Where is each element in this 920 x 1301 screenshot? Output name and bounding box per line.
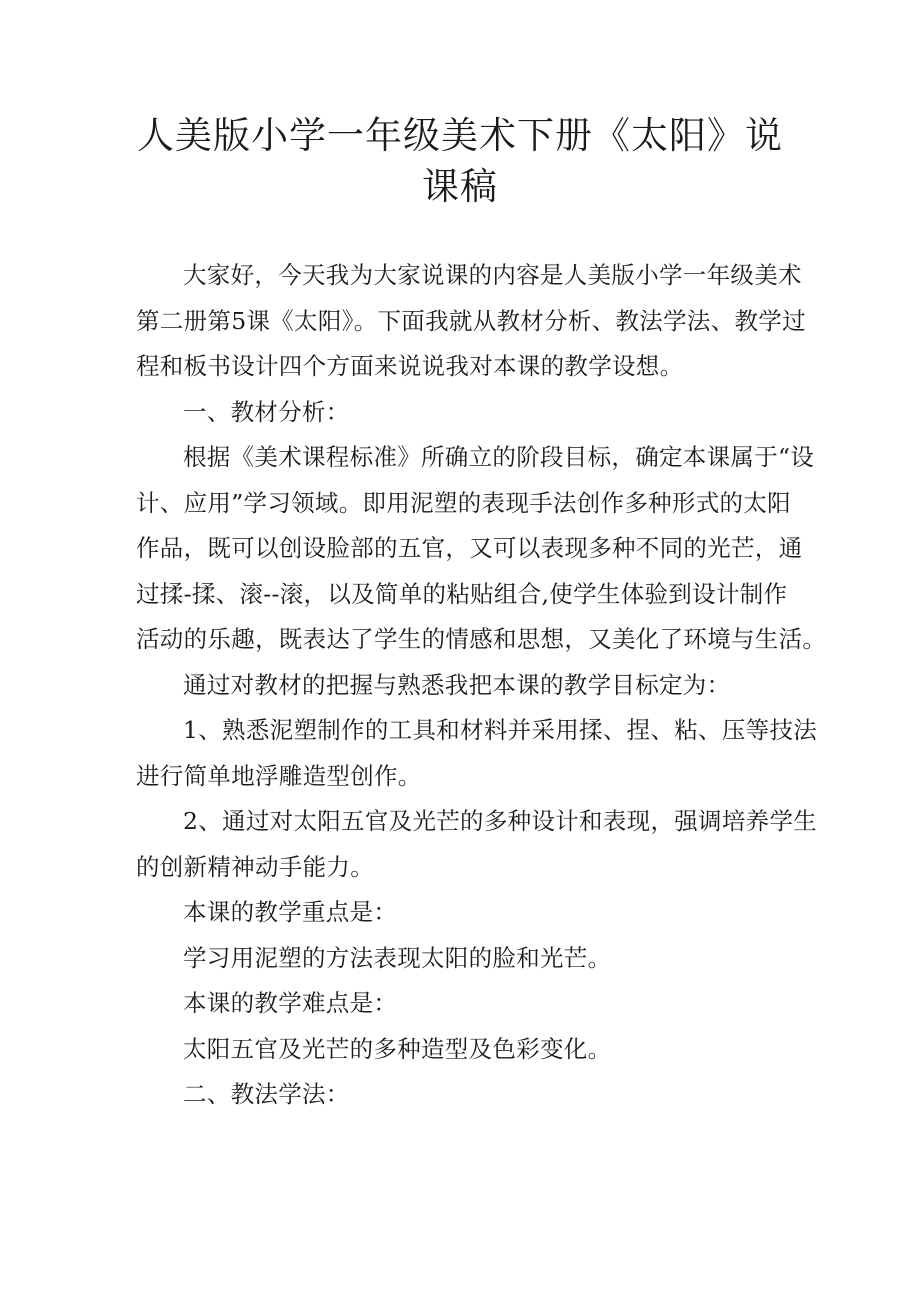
paragraph-difficulty-label — [136, 981, 792, 1027]
text-line: 本课的教学重点是： — [183, 898, 398, 926]
document-title — [130, 110, 790, 212]
text-line: 计、应用”学习领域。即用泥塑的表现手法创作多种形式的太阳 — [136, 488, 791, 517]
text-line: 程和板书设计四个方面来说说我对本课的教学设想。 — [136, 352, 684, 380]
paragraph-goals-intro — [136, 663, 792, 709]
text-line: 一、教材分析： — [183, 397, 350, 426]
text-line: 2、通过对太阳五官及光芒的多种设计和表现，强调培养学生 — [183, 807, 818, 835]
document-body — [136, 253, 827, 1118]
text-line: 过揉-揉、滚--滚，以及简单的粘贴组合,使学生体验到设计制作 — [136, 579, 788, 608]
text-line: 二、教法学法： — [183, 1080, 350, 1108]
paragraph-materials — [136, 435, 827, 663]
section-heading-methods — [136, 1072, 792, 1118]
paragraph-key-point — [136, 936, 792, 982]
text-line: 1、熟悉泥塑制作的工具和材料并采用揉、捏、粘、压等技法 — [183, 716, 818, 744]
text-line: 大家好，今天我为大家说课的内容是人美版小学一年级美术 — [183, 261, 802, 289]
text-line: 作品，既可以创设脸部的五官，又可以表现多种不同的光芒，通 — [136, 534, 803, 562]
text-line: 进行简单地浮雕造型创作。 — [136, 761, 422, 790]
text-line: 活动的乐趣，既表达了学生的情感和思想，又美化了环境与生活。 — [136, 625, 827, 653]
text-line: 太阳五官及光芒的多种造型及色彩变化。 — [183, 1034, 612, 1063]
text-line: 的创新精神动手能力。 — [136, 852, 374, 881]
section-heading-materials — [136, 390, 792, 436]
text-line: 根据《美术课程标准》所确立的阶段目标，确定本课属于“设 — [183, 443, 815, 471]
text-line: 通过对教材的把握与熟悉我把本课的教学目标定为： — [183, 670, 731, 699]
paragraph-goal-2 — [136, 799, 818, 890]
paragraph-intro — [136, 253, 806, 390]
paragraph-difficulty — [136, 1027, 792, 1073]
title-line: 人美版小学一年级美术下册《太阳》说 — [137, 114, 783, 157]
text-line: 学习用泥塑的方法表现太阳的脸和光芒。 — [183, 943, 612, 972]
title-line: 课稿 — [422, 165, 498, 208]
text-line: 第二册第5课《太阳》。下面我就从教材分析、教法学法、教学过 — [136, 306, 806, 335]
paragraph-goal-1 — [136, 708, 818, 799]
text-line: 本课的教学难点是： — [183, 989, 398, 1017]
paragraph-key-point-label — [136, 890, 792, 936]
